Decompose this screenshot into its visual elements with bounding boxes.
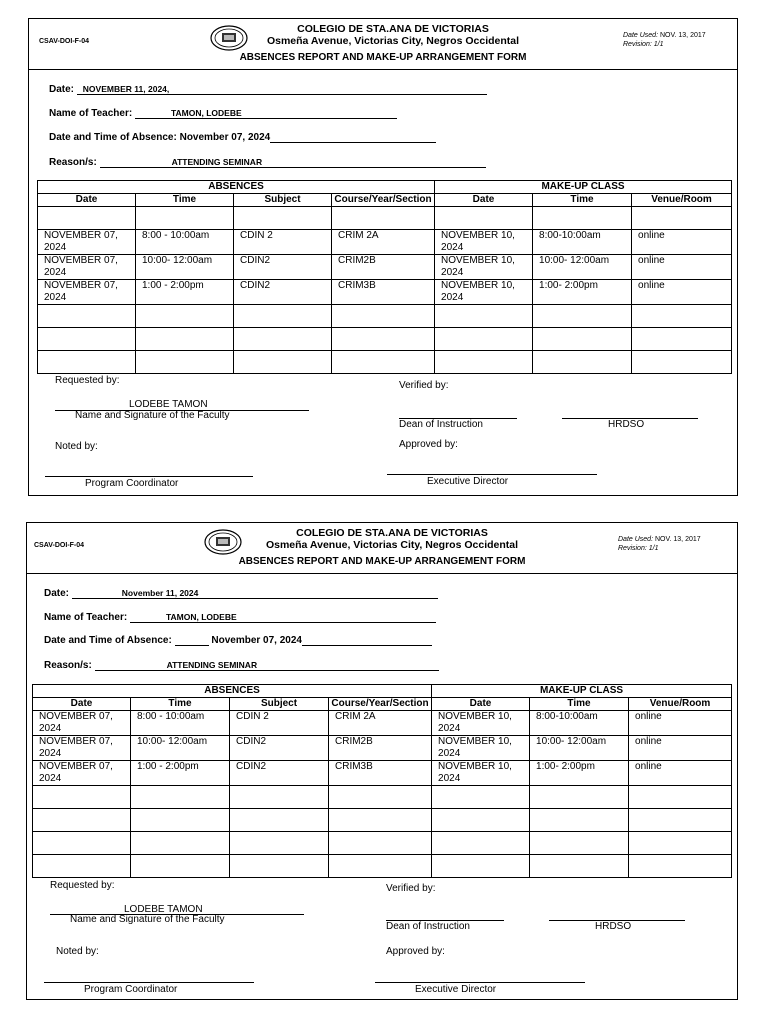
col-date: Date [38,194,136,207]
cell-course[interactable]: CRIM3B [332,280,435,305]
cell-makeup-date[interactable]: NOVEMBER 10, 2024 [435,280,533,305]
teacher-input-line[interactable] [130,611,436,623]
cell-course[interactable]: CRIM2B [329,736,432,761]
date-input-line[interactable] [72,587,438,599]
noted-by-label: Noted by: [55,441,98,452]
table-row-empty [33,832,732,855]
cell-time[interactable]: 1:00 - 2:00pm [136,280,234,305]
institution-name: COLEGIO DE STA.ANA DE VICTORIAS [297,23,489,35]
absence-value: November 07, 2024 [179,132,271,143]
table-row [33,761,732,786]
cell-venue[interactable]: online [629,761,732,786]
cell-makeup-time[interactable]: 1:00- 2:00pm [530,761,629,786]
absences-heading: ABSENCES [38,181,435,194]
absence-form-1 [28,18,738,496]
requester-name: LODEBE TAMON [124,904,203,915]
absence-table [32,684,732,878]
form-header [29,19,737,70]
cell-course[interactable]: CRIM3B [329,761,432,786]
absence-field [49,131,436,143]
date-used-value: NOV. 13, 2017 [659,32,706,39]
cell-subject[interactable]: CDIN 2 [230,711,329,736]
table-row [38,255,732,280]
col-course: Course/Year/Section [332,194,435,207]
absence-table [37,180,732,374]
cell-makeup-date[interactable]: NOVEMBER 10, 2024 [432,736,530,761]
col-venue: Venue/Room [629,698,732,711]
cell-date[interactable]: NOVEMBER 07, 2024 [33,736,131,761]
cell-subject[interactable]: CDIN2 [230,736,329,761]
absence-field [44,634,432,646]
coordinator-signature-line[interactable] [45,476,253,477]
form-code: CSAV-DOI-F-04 [39,38,90,45]
teacher-value: TAMON, LODEBE [165,612,237,622]
cell-makeup-date[interactable]: NOVEMBER 10, 2024 [435,230,533,255]
date-value: NOVEMBER 11, 2024, [82,84,170,94]
col-makeup-date: Date [432,698,530,711]
absence-input-line-pre[interactable] [175,634,209,646]
col-venue: Venue/Room [632,194,732,207]
absence-input-line[interactable] [270,131,436,143]
cell-date[interactable]: NOVEMBER 07, 2024 [38,255,136,280]
cell-date[interactable]: NOVEMBER 07, 2024 [33,761,131,786]
table-row-empty [38,351,732,374]
dean-caption: Dean of Instruction [399,419,483,430]
coordinator-caption: Program Coordinator [85,478,179,489]
cell-date[interactable]: NOVEMBER 07, 2024 [38,230,136,255]
date-field [44,587,438,599]
table-row [33,736,732,761]
requester-name: LODEBE TAMON [129,399,208,410]
cell-time[interactable]: 1:00 - 2:00pm [131,761,230,786]
cell-subject[interactable]: CDIN2 [234,255,332,280]
form-meta [618,535,701,553]
table-row-empty [33,786,732,809]
faculty-signature-caption: Name and Signature of the Faculty [75,410,230,421]
coordinator-signature-line[interactable] [44,982,254,983]
makeup-heading: MAKE-UP CLASS [435,181,732,194]
cell-makeup-time[interactable]: 10:00- 12:00am [533,255,632,280]
teacher-label: Name of Teacher: [49,108,133,119]
approved-by-label: Approved by: [399,439,458,450]
hrdso-caption: HRDSO [595,921,632,932]
reason-field [44,659,439,671]
verified-by-label: Verified by: [386,883,436,894]
cell-venue[interactable]: online [632,255,732,280]
col-makeup-time: Time [533,194,632,207]
date-used-label: Date Used: [623,32,659,39]
cell-course[interactable]: CRIM 2A [332,230,435,255]
cell-venue[interactable]: online [629,736,732,761]
reason-field [49,156,486,168]
cell-makeup-time[interactable]: 1:00- 2:00pm [533,280,632,305]
noted-by-label: Noted by: [56,946,99,957]
hrdso-caption: HRDSO [608,419,645,430]
date-input-line[interactable] [77,83,487,95]
cell-time[interactable]: 10:00- 12:00am [131,736,230,761]
cell-date[interactable]: NOVEMBER 07, 2024 [33,711,131,736]
reason-value: ATTENDING SEMINAR [166,660,258,670]
form-title: ABSENCES REPORT AND MAKE-UP ARRANGEMENT FORM [239,52,527,63]
cell-makeup-date[interactable]: NOVEMBER 10, 2024 [432,711,530,736]
teacher-value: TAMON, LODEBE [170,108,242,118]
cell-course[interactable]: CRIM 2A [329,711,432,736]
col-time: Time [136,194,234,207]
requested-by-label: Requested by: [55,375,120,386]
cell-venue[interactable]: online [632,280,732,305]
institution-address: Osmeña Avenue, Victorias City, Negros Occidental [266,35,520,47]
reason-label: Reason/s: [49,157,97,168]
table-row-empty [38,207,732,230]
cell-makeup-date[interactable]: NOVEMBER 10, 2024 [432,761,530,786]
reason-input-line[interactable] [95,659,439,671]
teacher-field [49,107,397,119]
col-time: Time [131,698,230,711]
form-code: CSAV-DOI-F-04 [34,542,85,549]
form-title: ABSENCES REPORT AND MAKE-UP ARRANGEMENT FORM [238,556,526,567]
col-subject: Subject [234,194,332,207]
date-label: Date: [44,588,70,599]
cell-date[interactable]: NOVEMBER 07, 2024 [38,280,136,305]
table-row [38,230,732,255]
absence-label: Date and Time of Absence: [49,132,177,143]
coordinator-caption: Program Coordinator [84,984,178,995]
cell-makeup-time[interactable]: 8:00-10:00am [530,711,629,736]
form-meta [623,31,706,49]
cell-time[interactable]: 8:00 - 10:00am [131,711,230,736]
cell-course[interactable]: CRIM2B [332,255,435,280]
col-date: Date [33,698,131,711]
verified-by-label: Verified by: [399,380,449,391]
director-signature-line[interactable] [375,982,585,983]
form-header [27,523,737,574]
table-row [38,280,732,305]
reason-value: ATTENDING SEMINAR [171,157,263,167]
date-used-label: Date Used: [618,536,654,543]
revision: Revision: 1/1 [623,41,664,48]
date-used-value: NOV. 13, 2017 [654,536,701,543]
col-makeup-date: Date [435,194,533,207]
cell-makeup-time[interactable]: 10:00- 12:00am [530,736,629,761]
requested-by-label: Requested by: [50,880,115,891]
table-row-empty [38,328,732,351]
teacher-input-line[interactable] [135,107,397,119]
date-label: Date: [49,84,75,95]
cell-venue[interactable]: online [632,230,732,255]
absence-label: Date and Time of Absence: [44,635,172,646]
cell-time[interactable]: 8:00 - 10:00am [136,230,234,255]
reason-label: Reason/s: [44,660,92,671]
table-row-empty [33,855,732,878]
makeup-heading: MAKE-UP CLASS [432,685,732,698]
table-row-empty [33,809,732,832]
cell-makeup-time[interactable]: 8:00-10:00am [533,230,632,255]
col-subject: Subject [230,698,329,711]
institution-name: COLEGIO DE STA.ANA DE VICTORIAS [296,527,488,539]
date-field [49,83,487,95]
revision: Revision: 1/1 [618,545,659,552]
absences-heading: ABSENCES [33,685,432,698]
cell-subject[interactable]: CDIN2 [234,280,332,305]
teacher-field [44,611,436,623]
table-row-empty [38,305,732,328]
absence-form-2 [26,522,738,1000]
institution-address: Osmeña Avenue, Victorias City, Negros Occidental [265,539,519,551]
teacher-label: Name of Teacher: [44,612,128,623]
cell-venue[interactable]: online [629,711,732,736]
cell-subject[interactable]: CDIN 2 [234,230,332,255]
director-signature-line[interactable] [387,474,597,475]
reason-input-line[interactable] [100,156,486,168]
approved-by-label: Approved by: [386,946,445,957]
cell-time[interactable]: 10:00- 12:00am [136,255,234,280]
col-course: Course/Year/Section [329,698,432,711]
cell-subject[interactable]: CDIN2 [230,761,329,786]
director-caption: Executive Director [415,984,497,995]
director-caption: Executive Director [427,476,509,487]
cell-makeup-date[interactable]: NOVEMBER 10, 2024 [435,255,533,280]
absence-value: November 07, 2024 [211,635,302,646]
col-makeup-time: Time [530,698,629,711]
dean-caption: Dean of Instruction [386,921,470,932]
faculty-signature-caption: Name and Signature of the Faculty [70,914,225,925]
table-row [33,711,732,736]
date-value: November 11, 2024 [121,588,199,598]
absence-input-line[interactable] [302,634,432,646]
